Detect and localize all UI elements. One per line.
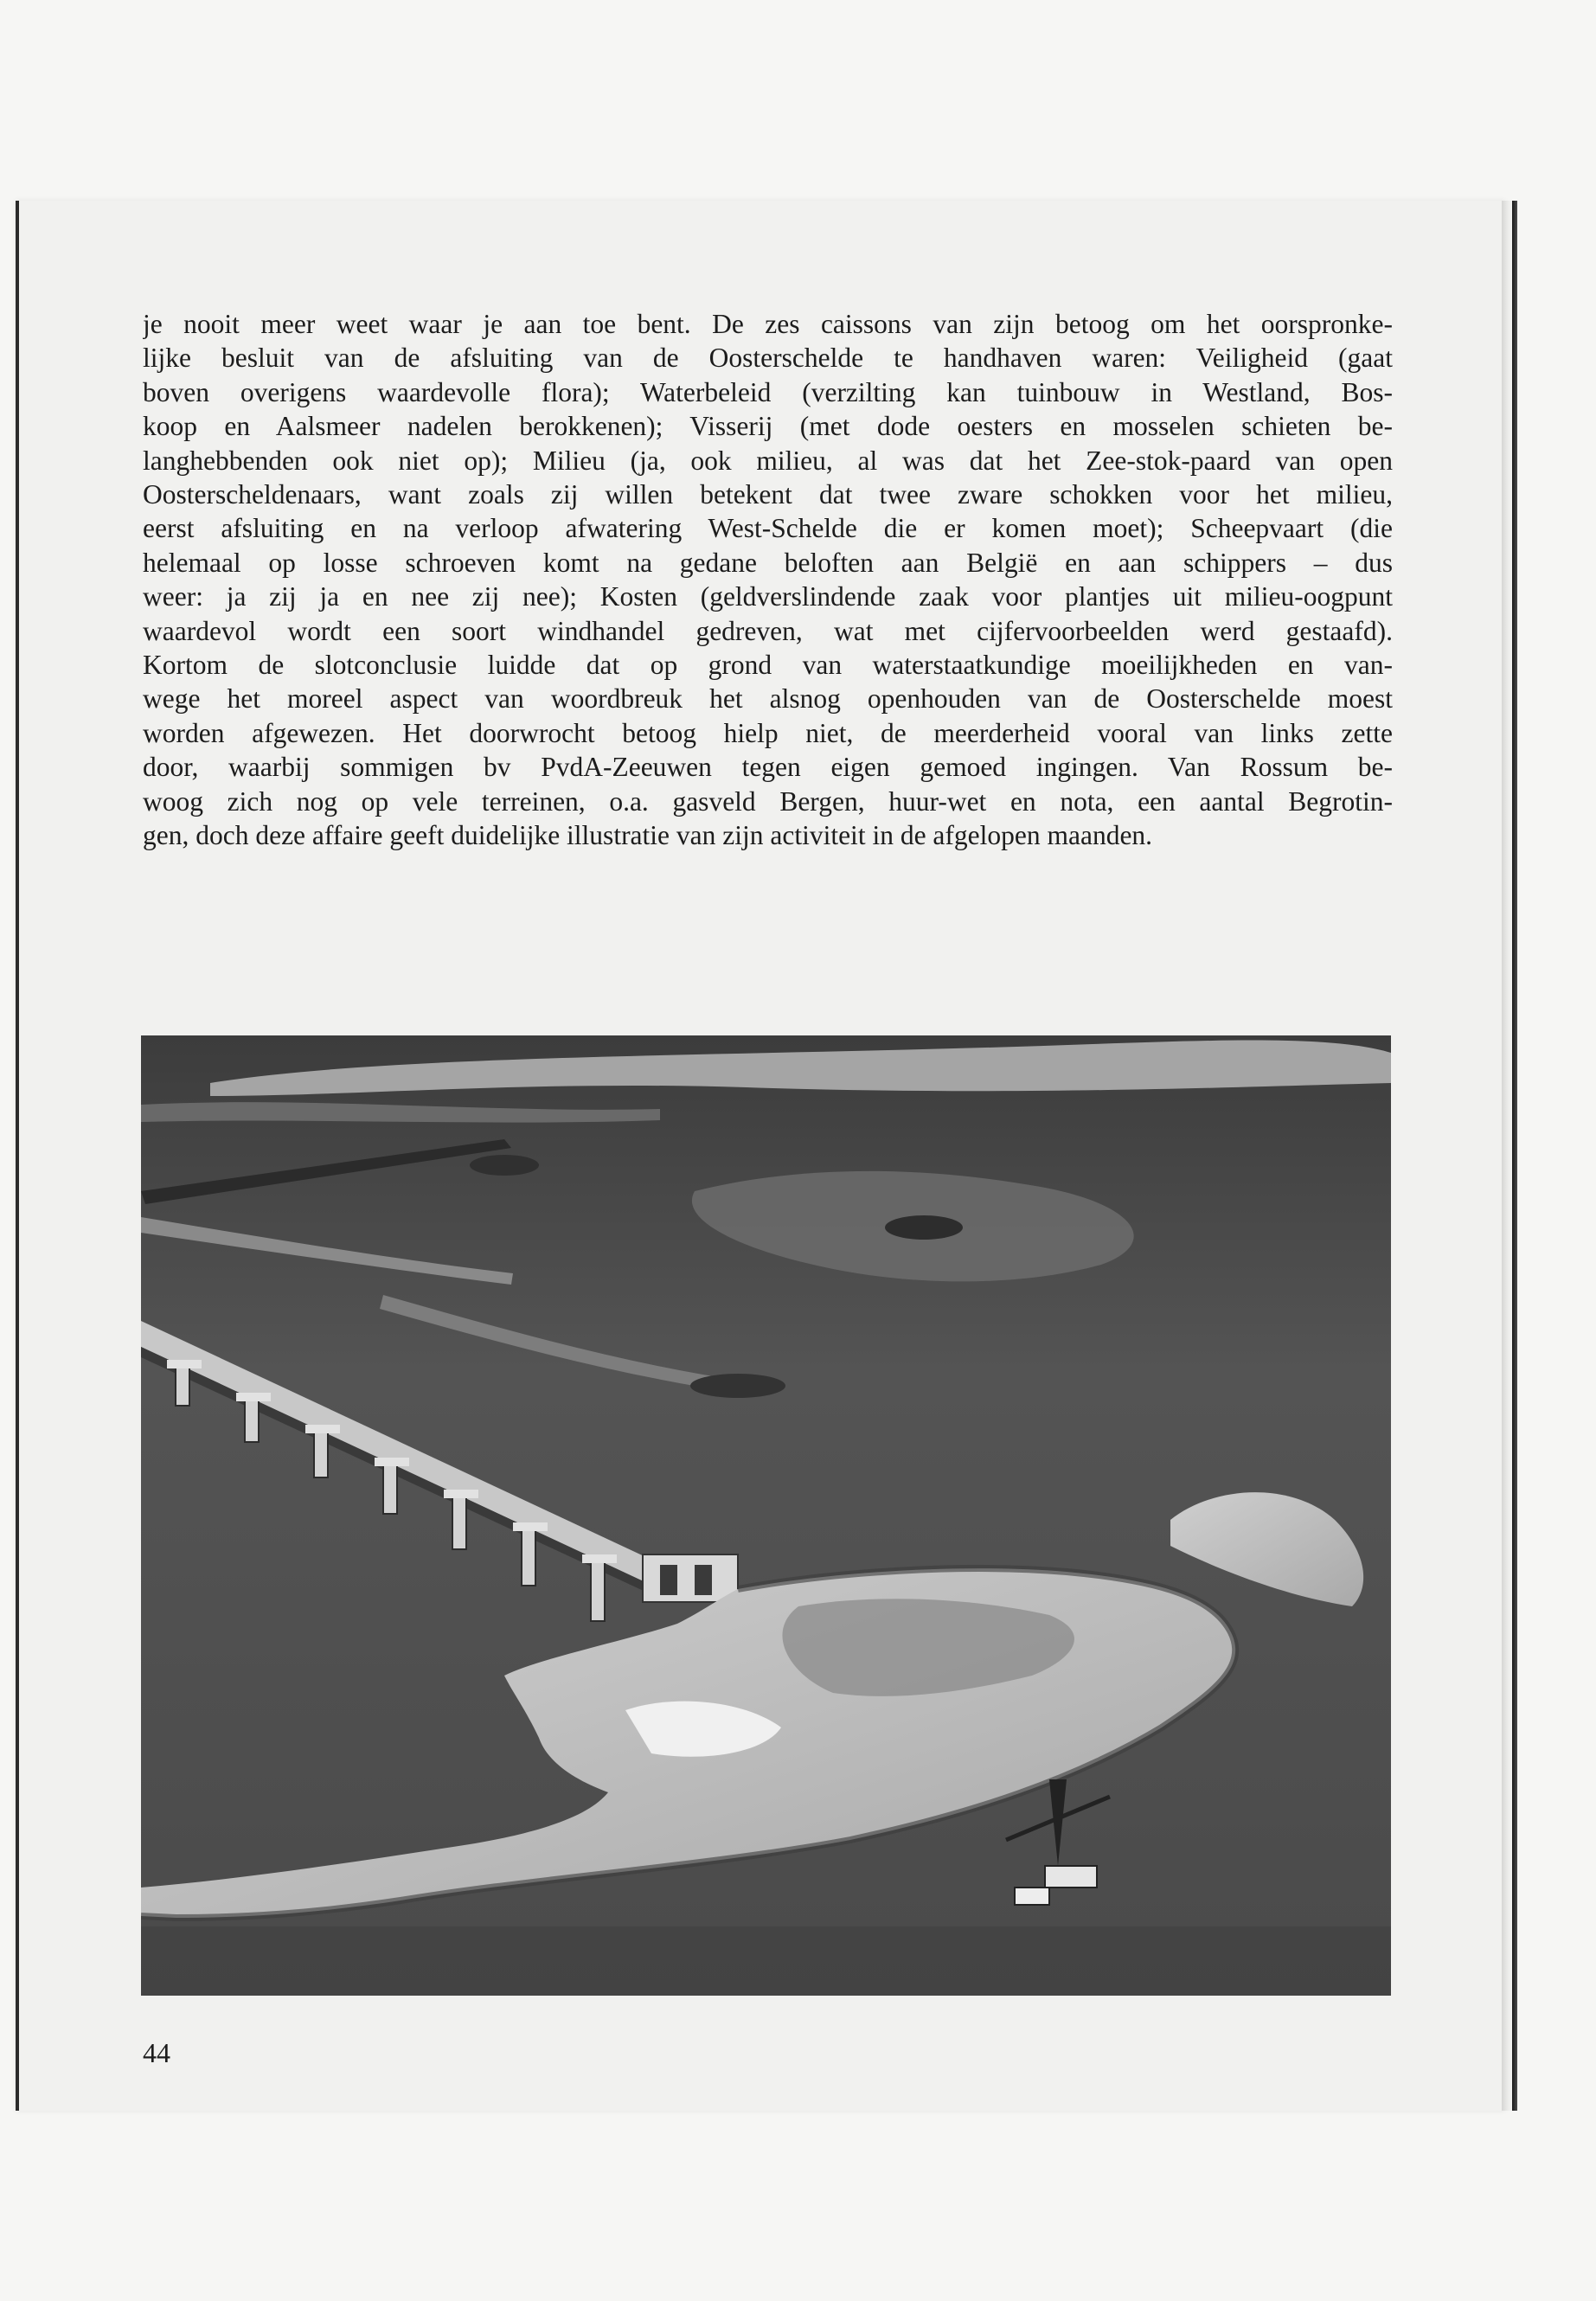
aerial-photo-storm-surge-barrier [141, 1035, 1391, 1996]
text-line: koop en Aalsmeer nadelen berokkenen); Visserij (met dode oesters en mosselen schieten be- [143, 411, 1393, 442]
text-line: weer: ja zij ja en nee zij nee); Kosten (geldverslindende zaak voor plantjes uit milieu-oogpunt [143, 581, 1393, 612]
text-line: helemaal op losse schroeven komt na gedane beloften aan België en aan schippers – dus [143, 547, 1393, 578]
text-line: door, waarbij sommigen bv PvdA-Zeeuwen tegen eigen gemoed ingingen. Van Rossum be- [143, 752, 1393, 783]
aerial-photo-illustration [141, 1035, 1391, 1996]
text-line: woog zich nog op vele terreinen, o.a. gasveld Bergen, huur-wet en nota, een aantal Begrotin- [143, 785, 1393, 817]
text-line: langhebbenden ook niet op); Milieu (ja, ook milieu, al was dat het Zee-stok-paard van open [143, 445, 1393, 476]
text-line: je nooit meer weet waar je aan toe bent. De zes caissons van zijn betoog om het oorspronke- [143, 309, 1393, 339]
text-line: Kortom de slotconclusie luidde dat op grond van waterstaatkundige moeilijkheden en van- [143, 650, 1393, 681]
text-line: worden afgewezen. Het doorwrocht betoog hielp niet, de meerderheid vooral van links zette [143, 717, 1393, 748]
text-line: eerst afsluiting en na verloop afwatering West-Schelde die er komen moet); Scheepvaart (die [143, 513, 1393, 544]
text-line: Oosterscheldenaars, want zoals zij willen betekent dat twee zware schokken voor het milieu, [143, 479, 1393, 510]
text-line: gen, doch deze affaire geeft duidelijke illustratie van zijn activiteit in de afgelopen maanden. [143, 820, 1153, 851]
body-paragraph [143, 307, 1393, 853]
text-line: wege het moreel aspect van woordbreuk het alsnog openhouden van de Oosterschelde moest [143, 683, 1393, 715]
text-line: waardevol wordt een soort windhandel gedreven, wat met cijfervoorbeelden werd gestaafd). [143, 615, 1393, 646]
text-line: boven overigens waardevolle flora); Waterbeleid (verzilting kan tuinbouw in Westland, Bos- [143, 376, 1393, 407]
page-number: 44 [143, 2037, 170, 2068]
text-line: lijke besluit van de afsluiting van de Oosterschelde te handhaven waren: Veiligheid (gaat [143, 343, 1393, 374]
page-edge [1512, 201, 1517, 2111]
